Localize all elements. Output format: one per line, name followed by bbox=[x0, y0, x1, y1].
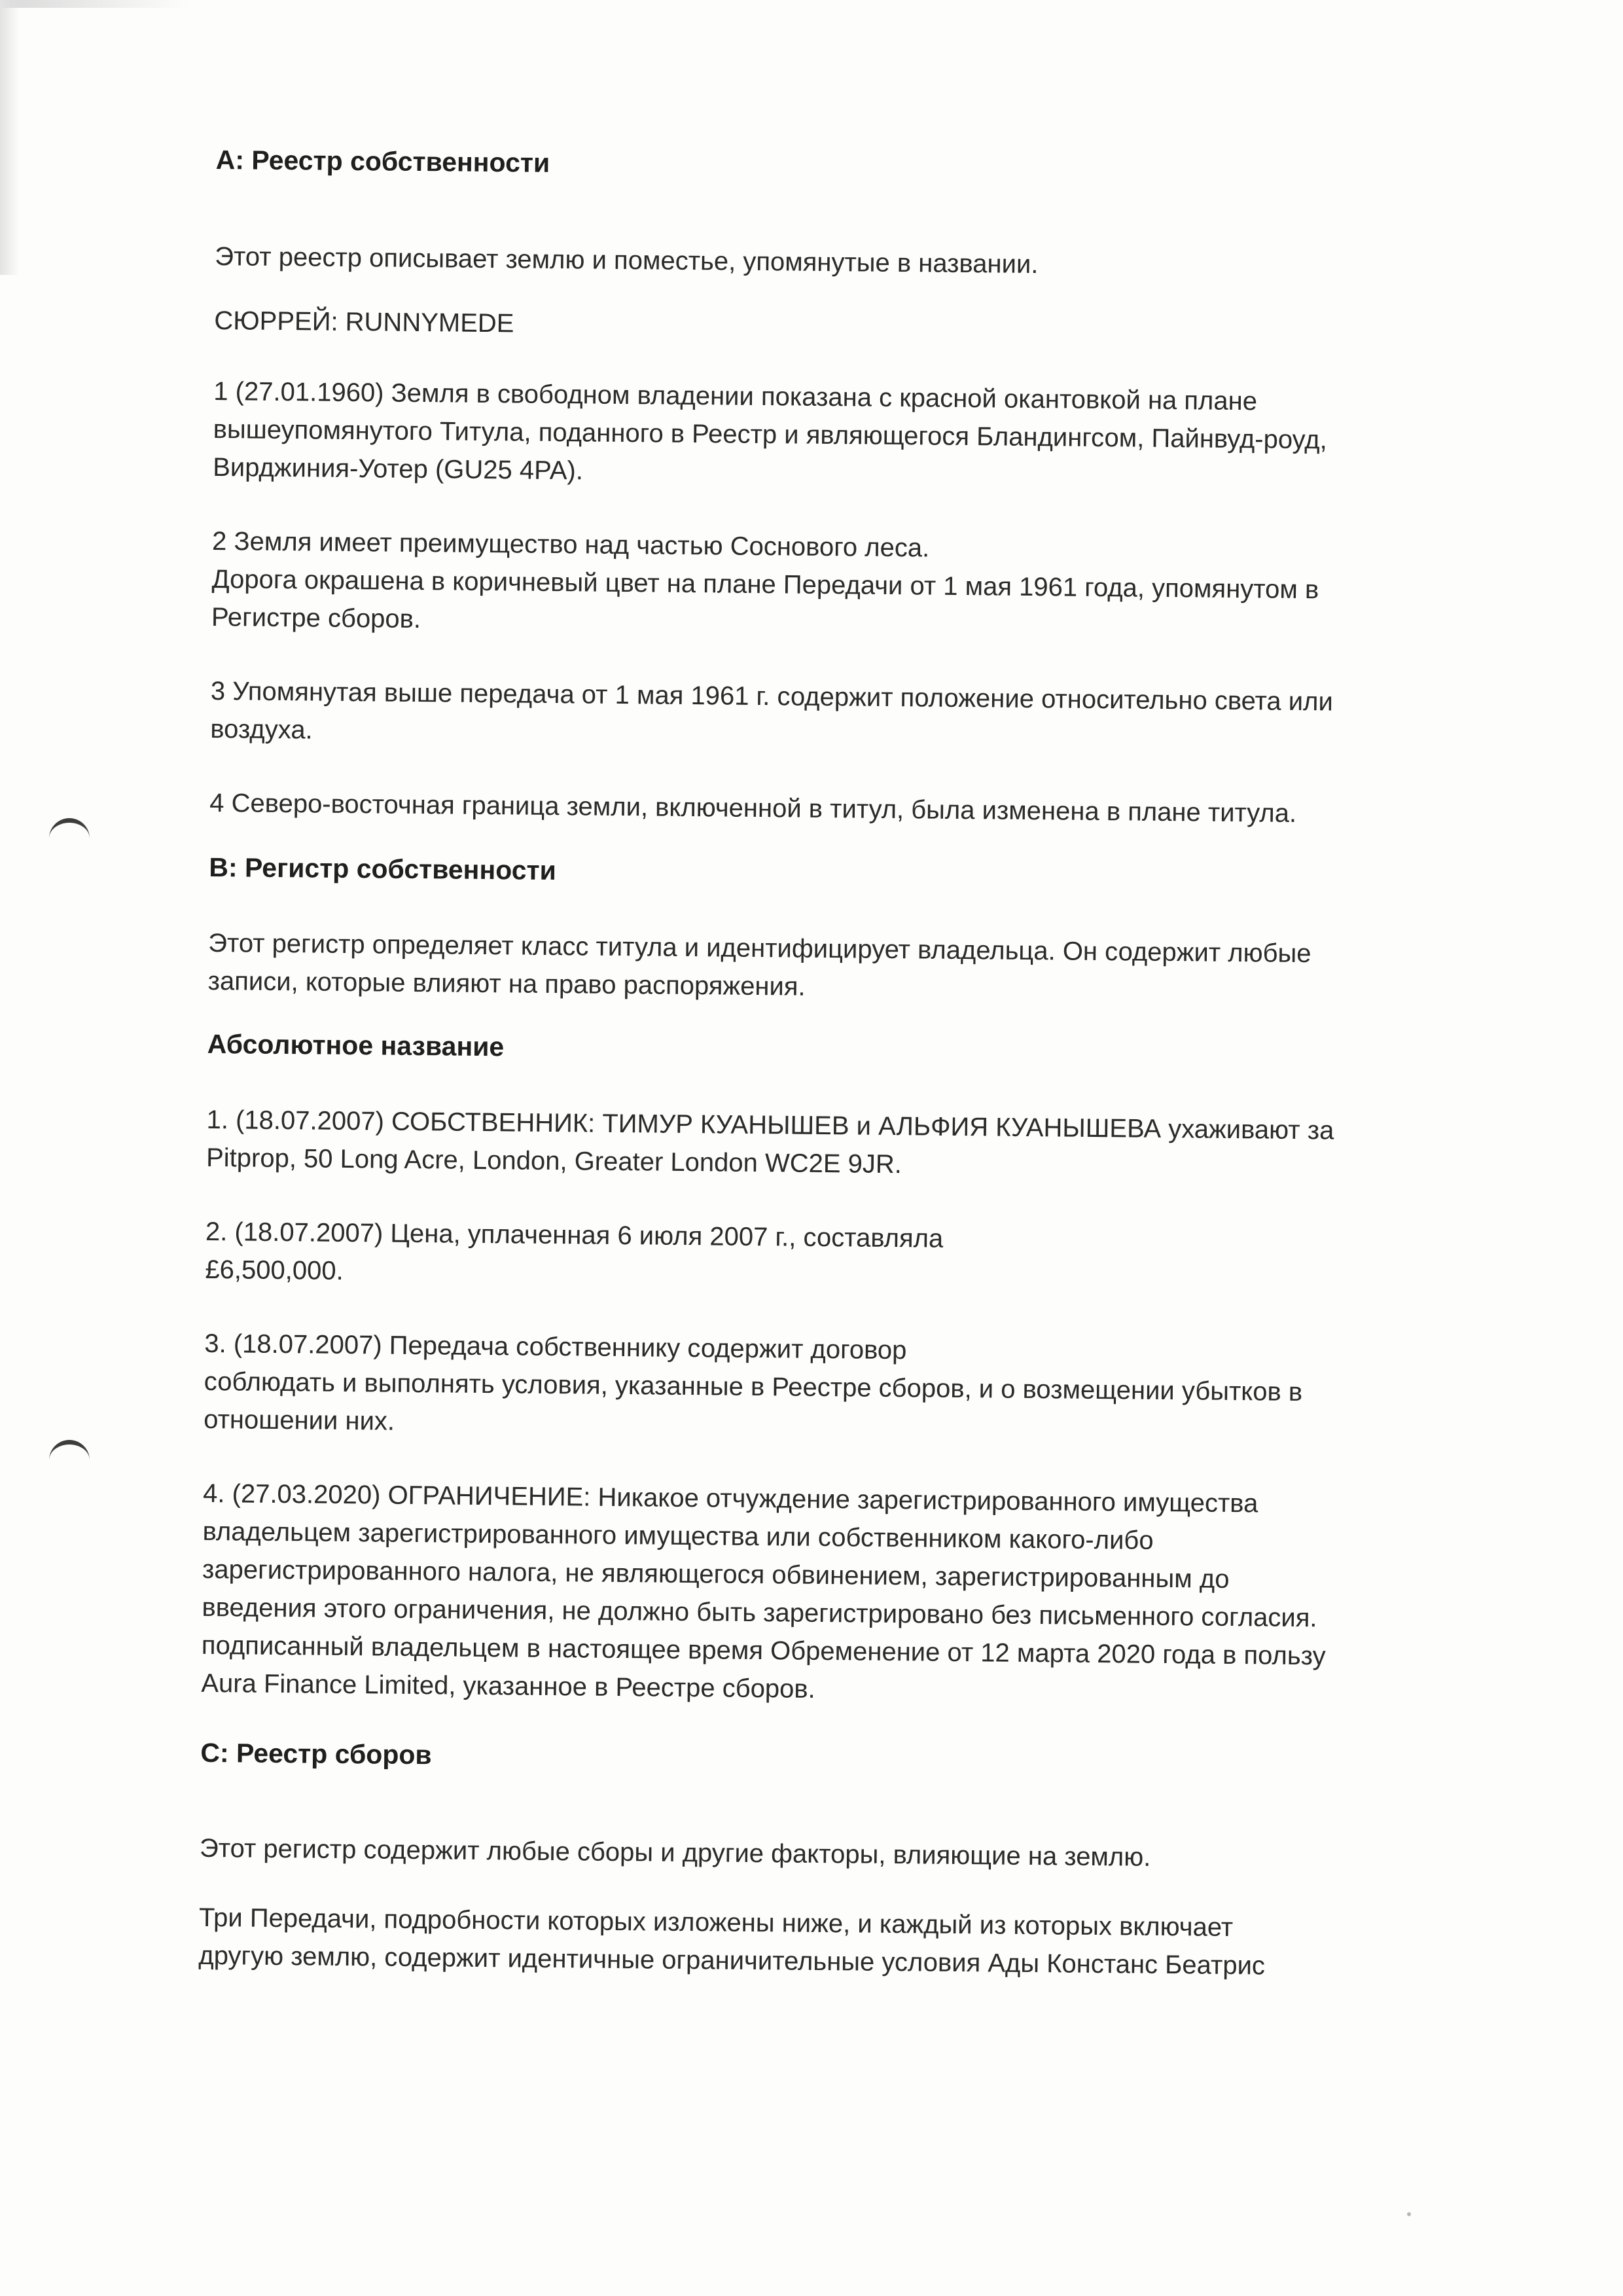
intro-line: записи, которые влияют на право распоряжения. bbox=[207, 966, 806, 1001]
section-a-heading: A: Реестр собственности bbox=[215, 144, 550, 178]
punch-hole-mark bbox=[49, 1440, 90, 1464]
section-a-entry-2 bbox=[211, 522, 1508, 649]
section-c-heading: C: Реестр сборов bbox=[200, 1737, 432, 1770]
section-b-entry-2 bbox=[205, 1213, 1501, 1301]
entry-line: подписанный владельцем в настоящее время Обременение от 12 марта 2020 года в пользу bbox=[201, 1630, 1326, 1671]
entry-line: 3 Упомянутая выше передача от 1 мая 1961 г. содержит положение относительно света или bbox=[210, 676, 1334, 717]
scan-edge-mark bbox=[0, 0, 190, 8]
entry-line: 1 (27.01.1960) Земля в свободном владении показана с красной окантовкой на плане bbox=[213, 376, 1258, 416]
scan-speck bbox=[1407, 2212, 1411, 2216]
entry-line: Pitprop, 50 Long Acre, London, Greater London WC2E 9JR. bbox=[205, 1143, 902, 1179]
entry-line: 3. (18.07.2007) Передача собственнику содержит договор bbox=[204, 1329, 907, 1365]
section-a-entry-4 bbox=[209, 784, 1505, 834]
section-a-intro: Этот реестр описывает землю и поместье, упомянутые в названии. bbox=[215, 242, 1039, 279]
entry-line: 1. (18.07.2007) СОБСТВЕННИК: ТИМУР КУАНЫШЕВ и АЛЬФИЯ КУАНЫШЕВА ухаживают за bbox=[206, 1105, 1334, 1145]
section-b-entry-4 bbox=[201, 1475, 1499, 1715]
section-c-paragraph bbox=[198, 1899, 1495, 1987]
section-a-county: СЮРРЕЙ: RUNNYMEDE bbox=[214, 306, 514, 338]
section-b-intro bbox=[207, 924, 1504, 1013]
entry-line: Aura Finance Limited, указанное в Реестре сборов. bbox=[201, 1668, 816, 1704]
entry-line: Дорога окрашена в коричневый цвет на плане Передачи от 1 мая 1961 года, упомянутом в bbox=[211, 564, 1319, 605]
entry-line: 4. (27.03.2020) ОГРАНИЧЕНИЕ: Никакое отчуждение зарегистрированного имущества bbox=[202, 1479, 1258, 1518]
entry-line: £6,500,000. bbox=[205, 1255, 344, 1285]
entry-line: Вирджиния-Уотер (GU25 4PA). bbox=[212, 452, 584, 486]
paragraph-line: Три Передачи, подробности которых изложены ниже, и каждый из которых включает bbox=[198, 1903, 1234, 1943]
paragraph-line: другую землю, содержит идентичные ограничительные условия Ады Констанс Беатрис bbox=[198, 1941, 1266, 1981]
entry-line: вышеупомянутого Титула, поданного в Реестр и являющегося Бландингсом, Пайнвуд-роуд, bbox=[213, 414, 1327, 455]
document-body bbox=[198, 141, 1512, 1987]
section-b-entry-1 bbox=[206, 1101, 1503, 1189]
entry-line: владельцем зарегистрированного имущества или собственником какого-либо bbox=[202, 1516, 1154, 1555]
intro-line: Этот регистр определяет класс титула и идентифицирует владельца. Он содержит любые bbox=[208, 928, 1311, 969]
section-b-heading: B: Регистр собственности bbox=[209, 852, 557, 886]
section-b-entry-3 bbox=[204, 1325, 1501, 1451]
section-c-intro: Этот регистр содержит любые сборы и другие факторы, влияющие на землю. bbox=[199, 1833, 1151, 1872]
entry-line: введения этого ограничения, не должно быть зарегистрировано без письменного согласия. bbox=[202, 1592, 1317, 1633]
entry-line: 2. (18.07.2007) Цена, уплаченная 6 июля 2007 г., составляла bbox=[205, 1217, 944, 1253]
entry-line: воздуха. bbox=[210, 714, 313, 745]
entry-line: соблюдать и выполнять условия, указанные в Реестре сборов, и о возмещении убытков в bbox=[204, 1367, 1303, 1407]
punch-hole-mark bbox=[49, 818, 90, 842]
scan-edge-shadow bbox=[0, 0, 20, 275]
section-a-entry-3 bbox=[210, 672, 1507, 761]
entry-line: 2 Земля имеет преимущество над частью Соснового леса. bbox=[211, 526, 930, 563]
entry-line: зарегистрированного налога, не являющегося обвинением, зарегистрированным до bbox=[202, 1554, 1230, 1594]
section-b-subheading: Абсолютное название bbox=[207, 1028, 505, 1062]
section-a-entry-1 bbox=[213, 372, 1510, 499]
entry-line: Регистре сборов. bbox=[211, 602, 421, 634]
entry-line: 4 Северо-восточная граница земли, включенной в титул, была изменена в плане титула. bbox=[209, 788, 1297, 828]
entry-line: отношении них. bbox=[204, 1405, 395, 1436]
